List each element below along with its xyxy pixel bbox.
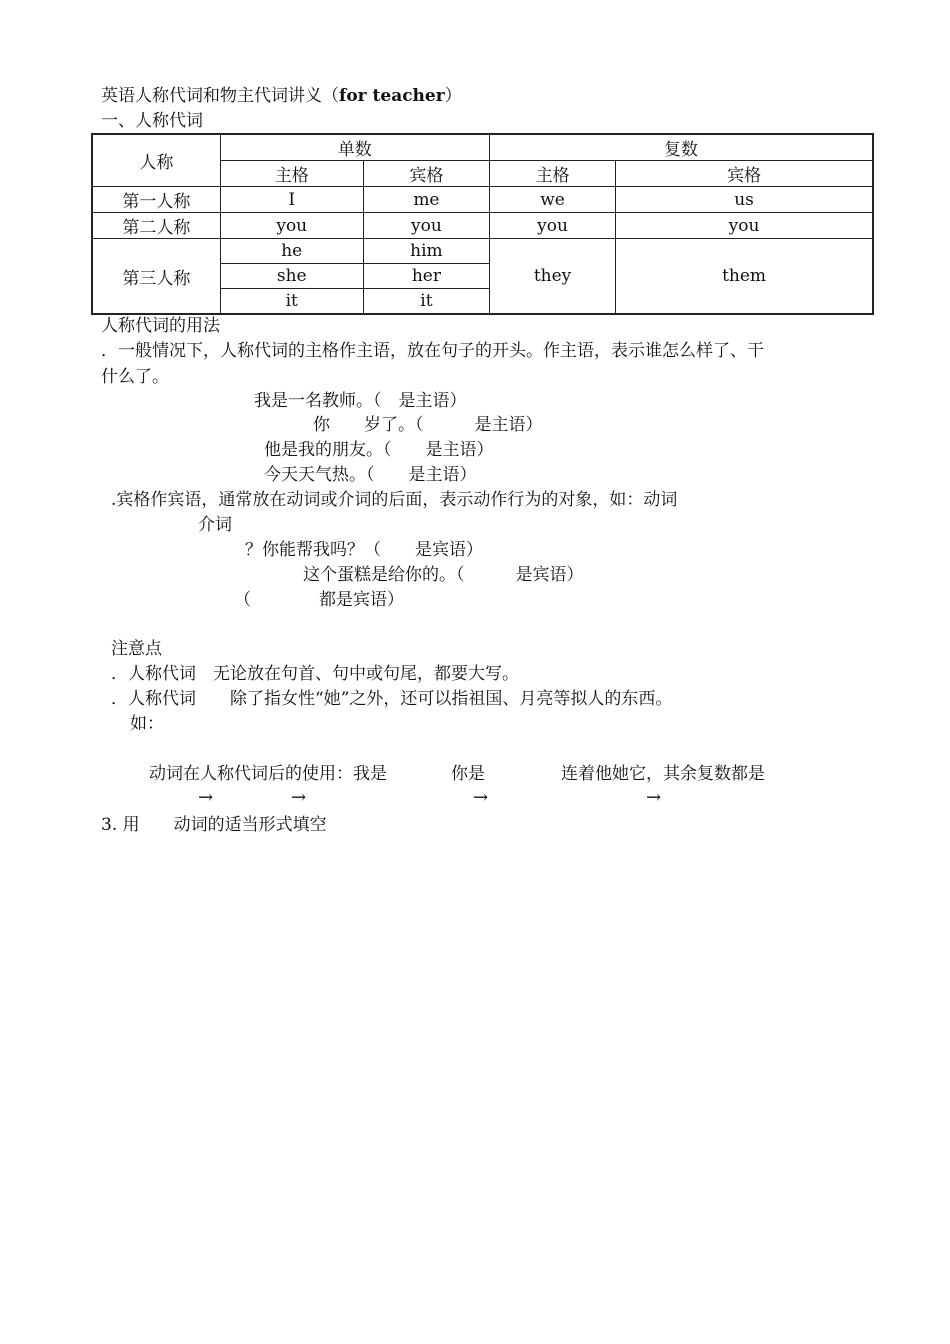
pronoun-table — [91, 133, 874, 315]
notes-heading: 注意点 — [111, 639, 162, 659]
example-line: 今天天气热。（ 是主语） — [264, 465, 477, 485]
cell: I — [220, 187, 363, 213]
document-title — [101, 86, 462, 106]
arrow-right-icon: → — [291, 787, 307, 808]
verb-line-a: 动词在人称代词后的使用：我是 — [149, 764, 387, 784]
note-line: ．人称代词 除了指女性“她”之外，还可以指祖国、月亮等拟人的东西。 — [111, 689, 673, 709]
table-row — [92, 187, 873, 213]
header-plural-subject: 主格 — [489, 161, 615, 187]
example-line: 你 岁了。（ 是主语） — [313, 415, 543, 435]
usage-heading: 人称代词的用法 — [101, 316, 220, 336]
row-person: 第二人称 — [92, 213, 220, 239]
cell: them — [616, 239, 873, 315]
arrow-right-icon: → — [473, 787, 489, 808]
cell: she — [220, 264, 363, 289]
note-line: ．人称代词 无论放在句首、句中或句尾，都要大写。 — [111, 664, 519, 684]
row-person: 第一人称 — [92, 187, 220, 213]
cell: you — [363, 213, 489, 239]
header-plural-object: 宾格 — [616, 161, 873, 187]
example-line: 我是一名教师。（ 是主语） — [254, 391, 467, 411]
header-singular-subject: 主格 — [220, 161, 363, 187]
table-row — [92, 213, 873, 239]
example-line: 这个蛋糕是给你的。（ 是宾语） — [303, 565, 584, 585]
usage-point-2-sub: 介词 — [198, 515, 232, 535]
title-bold: for teacher — [339, 86, 445, 106]
cell: you — [616, 213, 873, 239]
section-heading-1: 一、人称代词 — [101, 111, 203, 131]
example-line: （ 都是宾语） — [234, 590, 404, 610]
arrow-right-icon: → — [646, 787, 662, 808]
usage-point-1-cont: 什么了。 — [101, 367, 169, 387]
cell: it — [363, 289, 489, 315]
header-singular-object: 宾格 — [363, 161, 489, 187]
cell: her — [363, 264, 489, 289]
cell: you — [489, 213, 615, 239]
title-main: 英语人称代词和物主代词讲义（ — [101, 86, 339, 106]
usage-point-2: .宾格作宾语，通常放在动词或介词的后面，表示动作行为的对象，如：动词 — [111, 490, 678, 510]
usage-point-1: ．一般情况下，人称代词的主格作主语，放在句子的开头。作主语，表示谁怎么样了、干 — [101, 341, 764, 361]
cell: us — [616, 187, 873, 213]
example-line: ？你能帮我吗？（ 是宾语） — [245, 540, 483, 560]
cell: he — [220, 239, 363, 264]
row-person: 第三人称 — [92, 239, 220, 315]
cell: we — [489, 187, 615, 213]
cell: me — [363, 187, 489, 213]
verb-line-c: 连着他她它，其余复数都是 — [561, 764, 765, 784]
cell: him — [363, 239, 489, 264]
cell: they — [489, 239, 615, 315]
title-close: ） — [444, 86, 462, 106]
example-line: 他是我的朋友。（ 是主语） — [264, 440, 494, 460]
note-sub: 如： — [130, 714, 164, 734]
header-plural: 复数 — [489, 134, 873, 161]
verb-line-b: 你是 — [451, 764, 485, 784]
cell: you — [220, 213, 363, 239]
header-singular: 单数 — [220, 134, 489, 161]
cell: it — [220, 289, 363, 315]
arrow-right-icon: → — [198, 787, 214, 808]
section-heading-3: 3. 用 动词的适当形式填空 — [101, 815, 327, 835]
table-row — [92, 239, 873, 264]
table-corner: 人称 — [92, 134, 220, 187]
